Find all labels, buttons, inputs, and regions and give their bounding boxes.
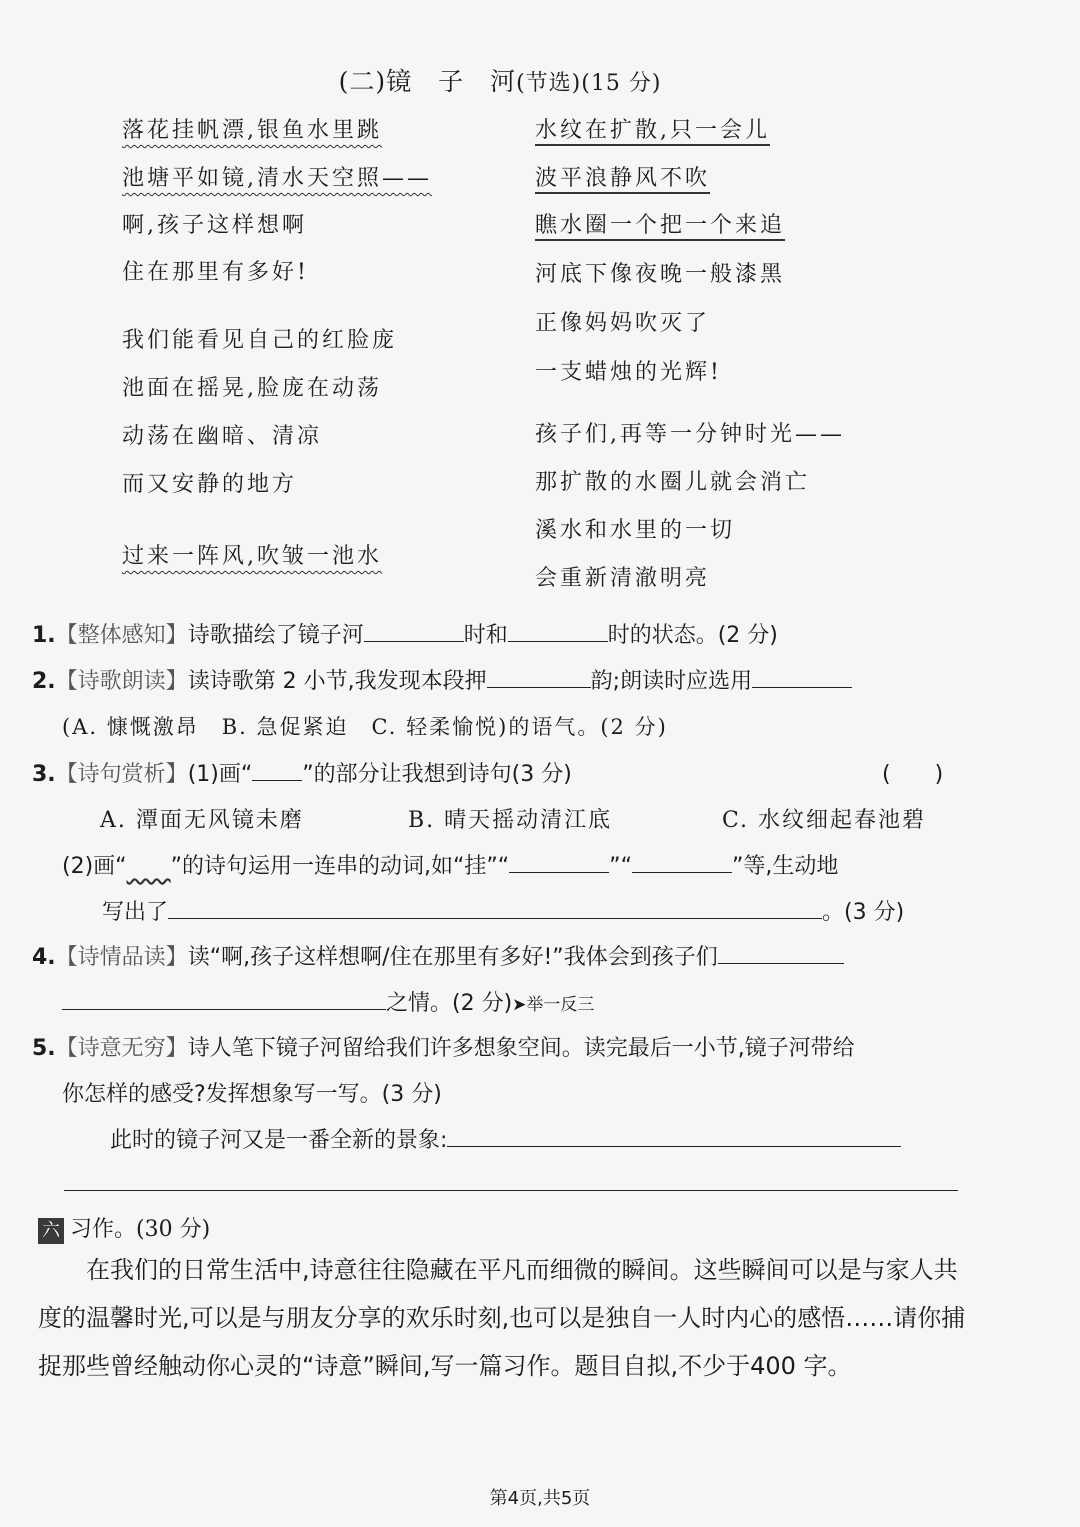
poem-right-line-4: 河底下像夜晚一般漆黑 — [535, 262, 786, 287]
section-6-heading — [38, 1212, 210, 1244]
q1-blank-2[interactable] — [508, 619, 608, 642]
q3-part2 — [62, 849, 838, 880]
poem-left-line-6: 池面在摇晃,脸庞在动荡 — [122, 376, 382, 401]
section-6-badge: 六 — [38, 1218, 64, 1244]
q4-text-a: 读“啊,孩子这样想啊/住在那里有多好!”我体会到孩子们 — [187, 945, 718, 970]
q5-line2: 你怎样的感受?发挥想象写一写。(3 分) — [62, 1082, 442, 1107]
q5-number: 5. — [32, 1036, 56, 1061]
q4-tag: 【诗情品读】 — [55, 945, 188, 970]
q3-tag: 【诗句赏析】 — [55, 762, 188, 787]
poem-left-line-2: 池塘平如镜,清水天空照—— — [122, 166, 432, 191]
q5-text-a: 诗人笔下镜子河留给我们许多想象空间。读完最后一小节,镜子河带给 — [187, 1036, 855, 1061]
q3-part1-b: ”的部分让我想到诗句(3 分) — [302, 762, 572, 787]
poem-right-line-7: 孩子们,再等一分钟时光—— — [535, 422, 845, 447]
question-2 — [32, 664, 852, 695]
q5-blank-1[interactable] — [447, 1124, 901, 1147]
q2-text-a: 读诗歌第 2 小节,我发现本段押 — [187, 669, 487, 694]
title-sub: (节选)(15 分) — [516, 71, 662, 96]
title-main: (二)镜 子 河 — [338, 67, 517, 96]
q3-answer-paren[interactable]: ( ) — [882, 762, 944, 787]
q1-text-c: 时的状态。(2 分) — [607, 623, 778, 648]
q4-hint: ➤举一反三 — [512, 995, 595, 1015]
question-4 — [32, 940, 844, 971]
q3-part2-d: ”等,生动地 — [731, 854, 839, 879]
q2-number: 2. — [32, 669, 56, 694]
q1-text-a: 诗歌描绘了镜子河 — [187, 623, 364, 648]
q1-blank-1[interactable] — [364, 619, 464, 642]
section-6-title: 习作。(30 分) — [70, 1217, 211, 1242]
q3-option-b[interactable]: B. 晴天摇动清江底 — [408, 808, 613, 833]
q2-tag: 【诗歌朗读】 — [55, 669, 188, 694]
poem-right-line-2: 波平浪静风不吹 — [535, 166, 711, 191]
q3-part1-a: (1)画“ — [187, 762, 253, 787]
passage-title — [0, 62, 1000, 98]
q4-blank-1[interactable] — [718, 941, 844, 964]
question-1 — [32, 618, 778, 649]
q4-text-b: 之情。(2 分) — [386, 991, 513, 1016]
q1-number: 1. — [32, 623, 56, 648]
q2-options: (A. 慷慨激昂 B. 急促紧迫 C. 轻柔愉悦)的语气。(2 分) — [62, 715, 668, 739]
q3-part2-c: ”“ — [609, 854, 632, 879]
q3-blank-3[interactable] — [168, 896, 822, 919]
q4-blank-2[interactable] — [62, 987, 386, 1010]
section-6-prompt: 在我们的日常生活中,诗意往往隐藏在平凡而细微的瞬间。这些瞬间可以是与家人共度的温馨时光,可以是与朋友分享的欢乐时刻,也可以是独自一人时内心的感悟……请你捕捉那些曾经触动你心灵的“诗意”瞬间,写一篇习作。题目自拟,不少于400 字。 — [38, 1256, 966, 1380]
q3-blank-2[interactable] — [632, 850, 732, 873]
q2-text-b: 韵;朗读时应选用 — [590, 669, 753, 694]
q5-line3 — [110, 1123, 901, 1154]
q4-number: 4. — [32, 945, 56, 970]
poem-right-line-3: 瞧水圈一个把一个来追 — [535, 213, 786, 238]
poem-right-line-9: 溪水和水里的一切 — [535, 518, 736, 543]
q3-blank-1[interactable] — [509, 850, 609, 873]
q1-text-b: 时和 — [463, 623, 508, 648]
q3-solid-underline-mark — [252, 758, 302, 781]
poem-left-line-9: 过来一阵风,吹皱一池水 — [122, 544, 382, 569]
page-footer: 第4页,共5页 — [489, 1488, 591, 1509]
q1-tag: 【整体感知】 — [55, 623, 188, 648]
poem-right-line-8: 那扩散的水圈儿就会消亡 — [535, 470, 811, 495]
q3-part2-a: (2)画“ — [62, 854, 127, 879]
q2-blank-2[interactable] — [752, 665, 852, 688]
question-5 — [32, 1031, 855, 1062]
q3-part2-line2 — [102, 895, 904, 926]
poem-left-line-7: 动荡在幽暗、清凉 — [122, 424, 323, 449]
poem-left-line-1: 落花挂帆漂,银鱼水里跳 — [122, 118, 382, 143]
q3-part2-f: 。(3 分) — [822, 900, 905, 925]
q2-blank-1[interactable] — [487, 665, 591, 688]
q3-option-c[interactable]: C. 水纹细起春池碧 — [722, 808, 927, 833]
question-3 — [32, 757, 572, 788]
q3-option-a[interactable]: A. 潭面无风镜未磨 — [100, 808, 304, 833]
q5-text-c: 此时的镜子河又是一番全新的景象: — [110, 1128, 448, 1153]
q3-wavy-underline-mark — [127, 854, 171, 879]
poem-left-line-4: 住在那里有多好! — [122, 260, 309, 285]
poem-right-line-6: 一支蜡烛的光辉! — [535, 360, 722, 385]
q4-line2 — [62, 986, 594, 1017]
poem-left-line-3: 啊,孩子这样想啊 — [122, 213, 307, 238]
q5-tag: 【诗意无穷】 — [55, 1036, 188, 1061]
poem-right-line-1: 水纹在扩散,只一会儿 — [535, 118, 770, 143]
poem-right-line-10: 会重新清澈明亮 — [535, 566, 711, 591]
q5-answer-line[interactable] — [64, 1190, 958, 1191]
poem-left-line-5: 我们能看见自己的红脸庞 — [122, 328, 398, 353]
q3-number: 3. — [32, 762, 56, 787]
poem-left-line-8: 而又安静的地方 — [122, 472, 298, 497]
poem-right-line-5: 正像妈妈吹灭了 — [535, 311, 711, 336]
q3-part2-e: 写出了 — [102, 900, 169, 925]
q3-part2-b: ”的诗句运用一连串的动词,如“挂”“ — [170, 854, 510, 879]
